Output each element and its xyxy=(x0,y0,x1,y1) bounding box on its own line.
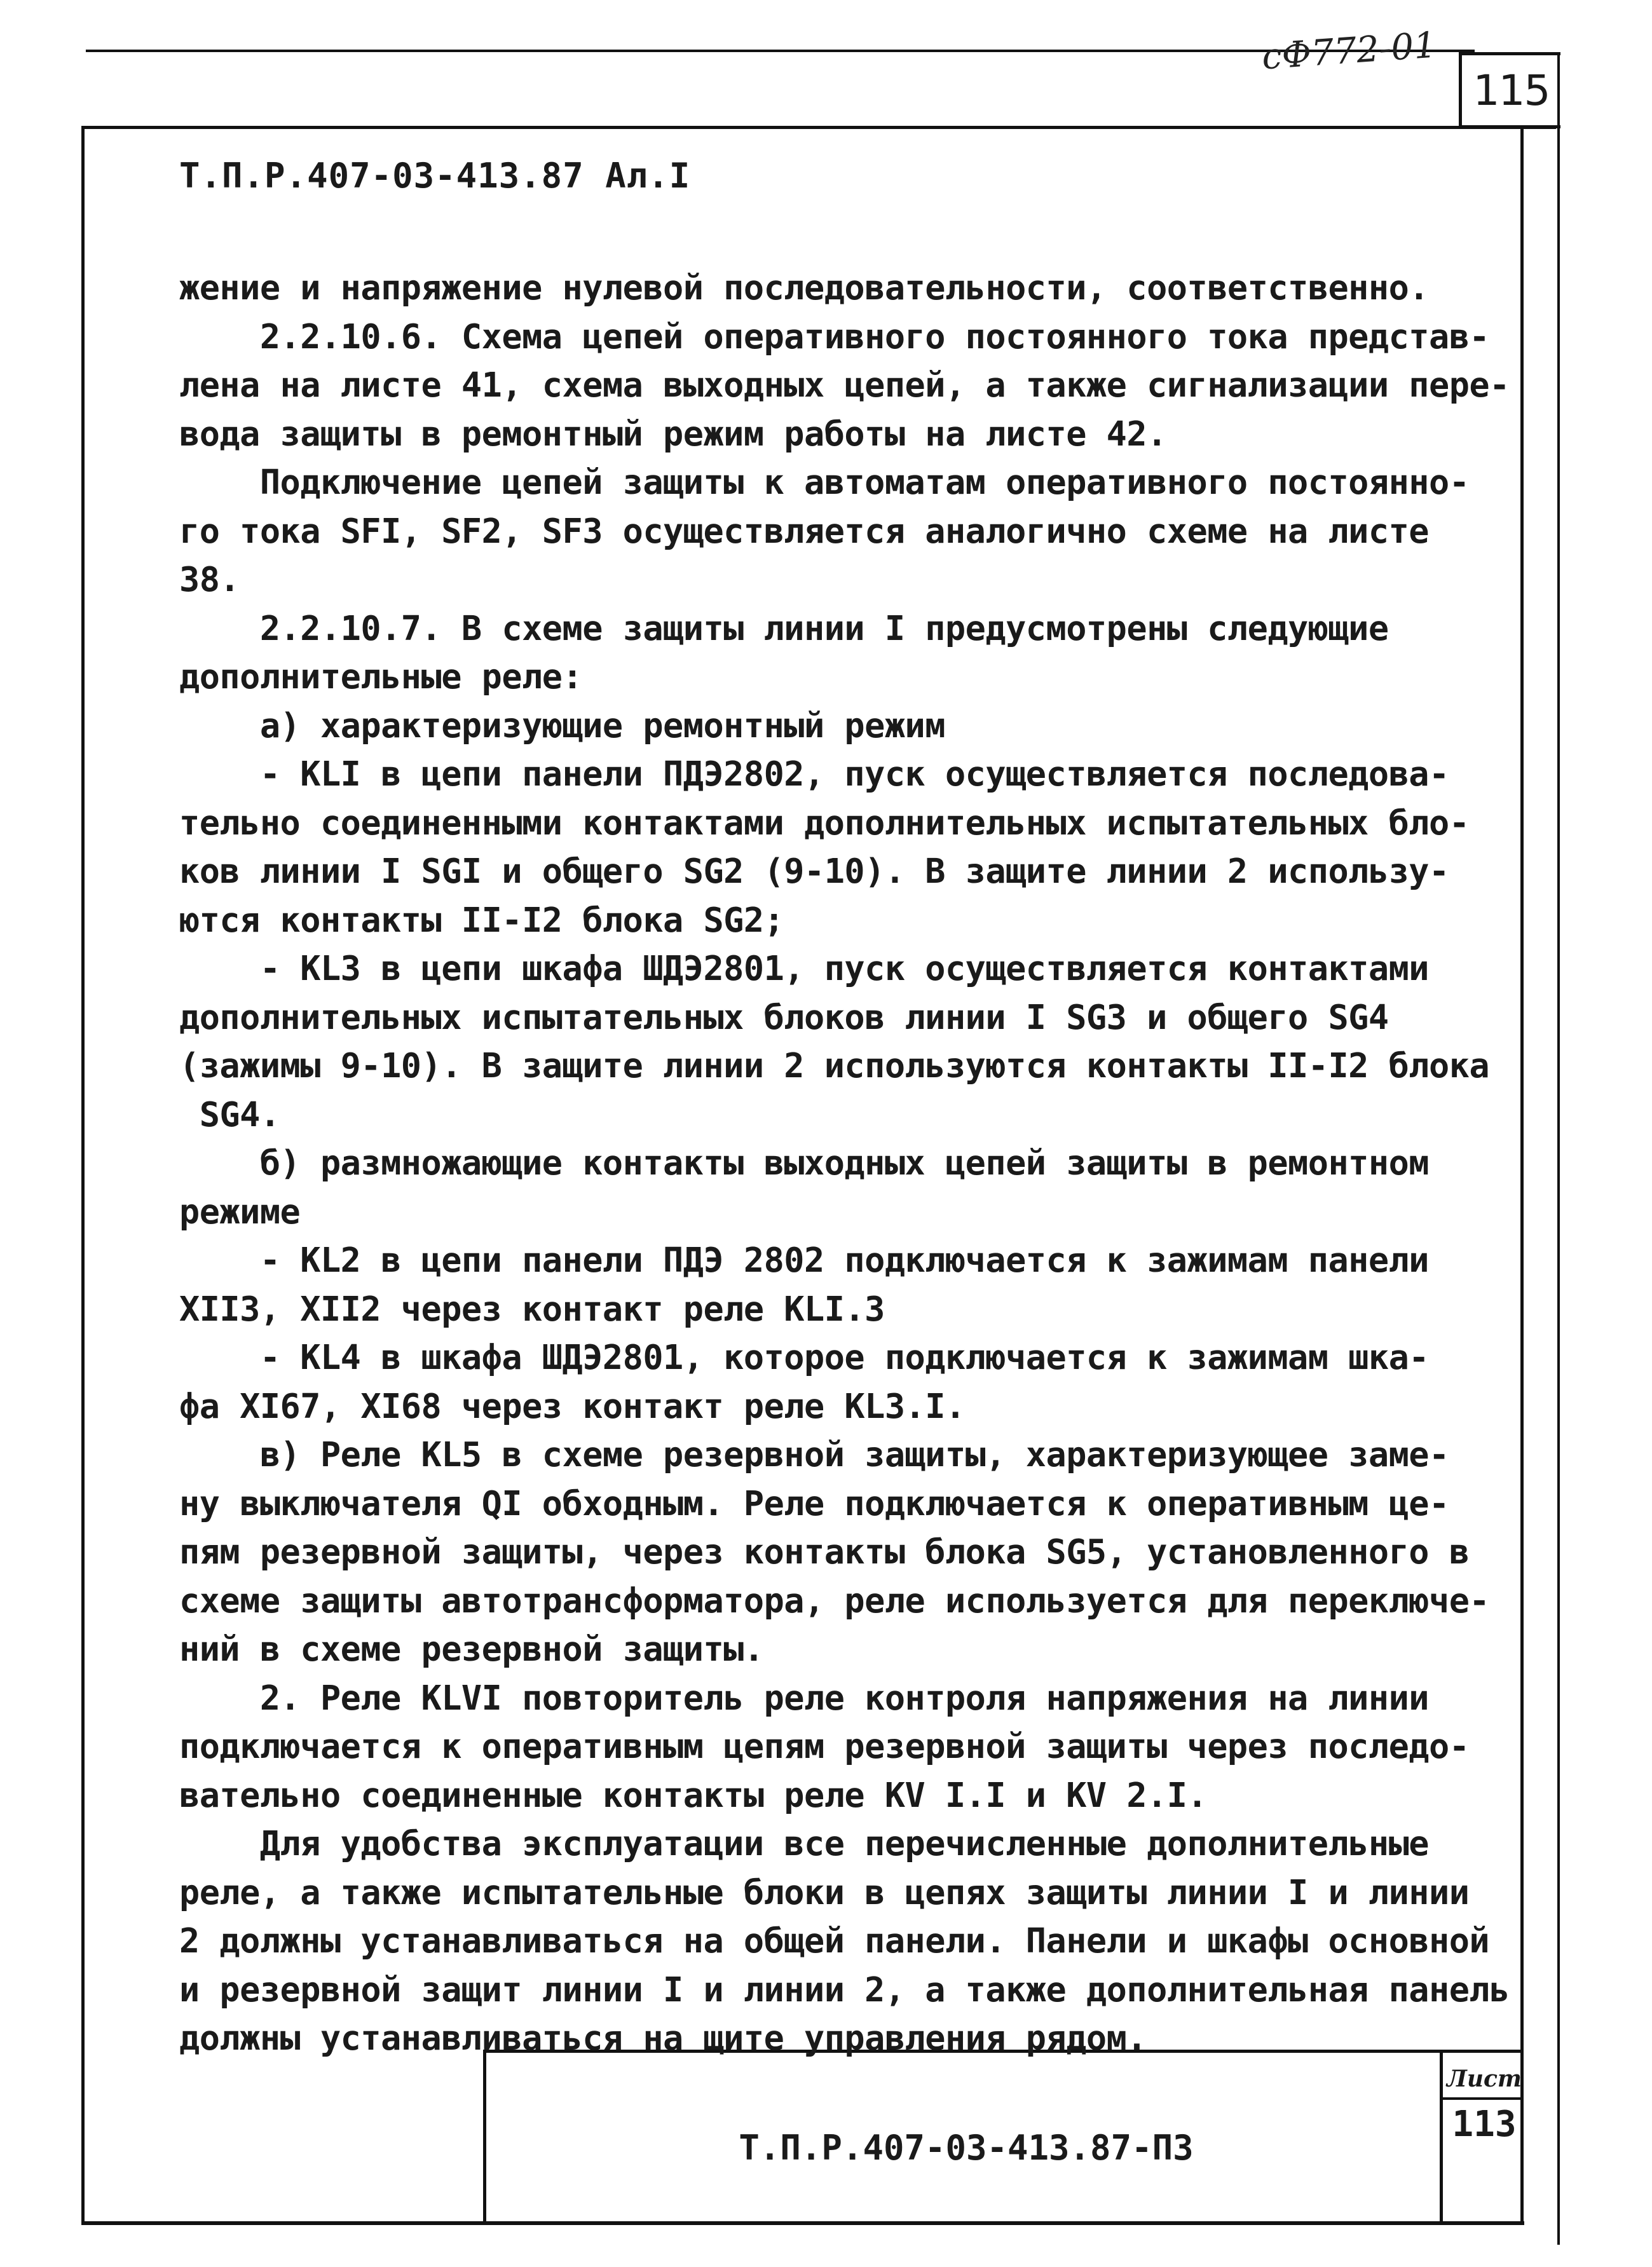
text-line: а) характеризующие ремонтный режим xyxy=(179,705,945,745)
text-line: б) размножающие контакты выходных цепей защиты в ремонтном xyxy=(179,1143,1430,1183)
text-line: режиме xyxy=(179,1191,301,1232)
text-line: схеме защиты автотрансформатора, реле используется для переключе- xyxy=(179,1580,1490,1621)
text-line: дополнительных испытательных блоков линии I SG3 и общего SG4 xyxy=(179,997,1389,1037)
text-line: ются контакты II-I2 блока SG2; xyxy=(179,899,784,940)
text-line: - KLI в цепи панели ПДЭ2802, пуск осуществляется последова- xyxy=(179,754,1449,794)
text-line: (зажимы 9-10). В защите линии 2 используются контакты II-I2 блока xyxy=(179,1045,1490,1086)
title-block-sheet-label-line xyxy=(1440,2097,1524,2100)
handwritten-code: сФ772-01 xyxy=(1260,24,1438,78)
text-line: фа XI67, XI68 через контакт реле KL3.I. xyxy=(179,1385,966,1426)
text-line: ний в схеме резервной защиты. xyxy=(179,1629,764,1669)
header-code: Т.П.Р.407-03-413.87 Ал.I xyxy=(179,156,691,196)
text-line: и резервной защит линии I и линии 2, а также дополнительная панель xyxy=(179,1969,1510,2010)
text-line: пям резервной защиты, через контакты блока SG5, установленного в xyxy=(179,1532,1470,1572)
frame-bottom-line xyxy=(81,2221,1524,2225)
text-line: вательно соединенные контакты реле KV I.I и KV 2.I. xyxy=(179,1774,1208,1815)
footer-sheet-label: Лист xyxy=(1446,2066,1522,2092)
frame-outer-right-line xyxy=(1557,52,1560,2245)
page-number: 115 xyxy=(1459,52,1560,128)
text-line: тельно соединенными контактами дополнительных испытательных бло- xyxy=(179,802,1470,843)
text-line: в) Реле KL5 в схеме резервной защиты, характеризующее заме- xyxy=(179,1434,1449,1474)
text-line: дополнительные реле: xyxy=(179,657,583,697)
text-line: го тока SFI, SF2, SF3 осуществляется аналогично схеме на листе xyxy=(179,510,1430,551)
text-line: реле, а также испытательные блоки в цепях защиты линии I и линии xyxy=(179,1872,1470,1912)
text-line: подключается к оперативным цепям резервной защиты через последо- xyxy=(179,1726,1470,1766)
text-line: 2.2.10.6. Схема цепей оперативного постоянного тока представ- xyxy=(179,316,1490,357)
text-line: должны устанавливаться на щите управления рядом. xyxy=(179,2018,1147,2058)
footer-sheet-number: 113 xyxy=(1452,2104,1517,2145)
frame-left-line xyxy=(81,126,85,2223)
text-line: Подключение цепей защиты к автоматам оперативного постоянно- xyxy=(179,462,1470,502)
text-line: лена на листе 41, схема выходных цепей, а также сигнализации пере- xyxy=(179,365,1510,405)
text-line: - KL3 в цепи шкафа ШДЭ2801, пуск осуществляется контактами xyxy=(179,948,1430,988)
text-line: 2 должны устанавливаться на общей панели. Панели и шкафы основной xyxy=(179,1921,1490,1961)
footer-document-code: Т.П.Р.407-03-413.87-ПЗ xyxy=(739,2128,1194,2168)
text-line: ну выключателя QI обходным. Реле подключается к оперативным це- xyxy=(179,1483,1449,1523)
text-line: - KL4 в шкафа ШДЭ2801, которое подключается к зажимам шка- xyxy=(179,1337,1430,1377)
title-block-left-line xyxy=(483,2050,486,2224)
frame-top-line xyxy=(81,126,1556,129)
text-line: XII3, XII2 через контакт реле KLI.3 xyxy=(179,1288,885,1329)
text-line: вода защиты в ремонтный режим работы на листе 42. xyxy=(179,413,1167,454)
frame-right-line xyxy=(1520,126,1524,2223)
text-line: SG4. xyxy=(179,1094,280,1134)
text-line: 2. Реле KLVI повторитель реле контроля напряжения на линии xyxy=(179,1677,1430,1718)
text-line: Для удобства эксплуатации все перечисленные дополнительные xyxy=(179,1823,1430,1863)
body-text xyxy=(179,264,1520,2063)
text-line: жение и напряжение нулевой последовательности, соответственно. xyxy=(179,268,1430,308)
text-line: 2.2.10.7. В схеме защиты линии I предусмотрены следующие xyxy=(179,608,1389,648)
text-line: - KL2 в цепи панели ПДЭ 2802 подключается к зажимам панели xyxy=(179,1240,1430,1280)
text-line: ков линии I SGI и общего SG2 (9-10). В защите линии 2 использу- xyxy=(179,851,1449,891)
text-line: 38. xyxy=(179,559,240,599)
